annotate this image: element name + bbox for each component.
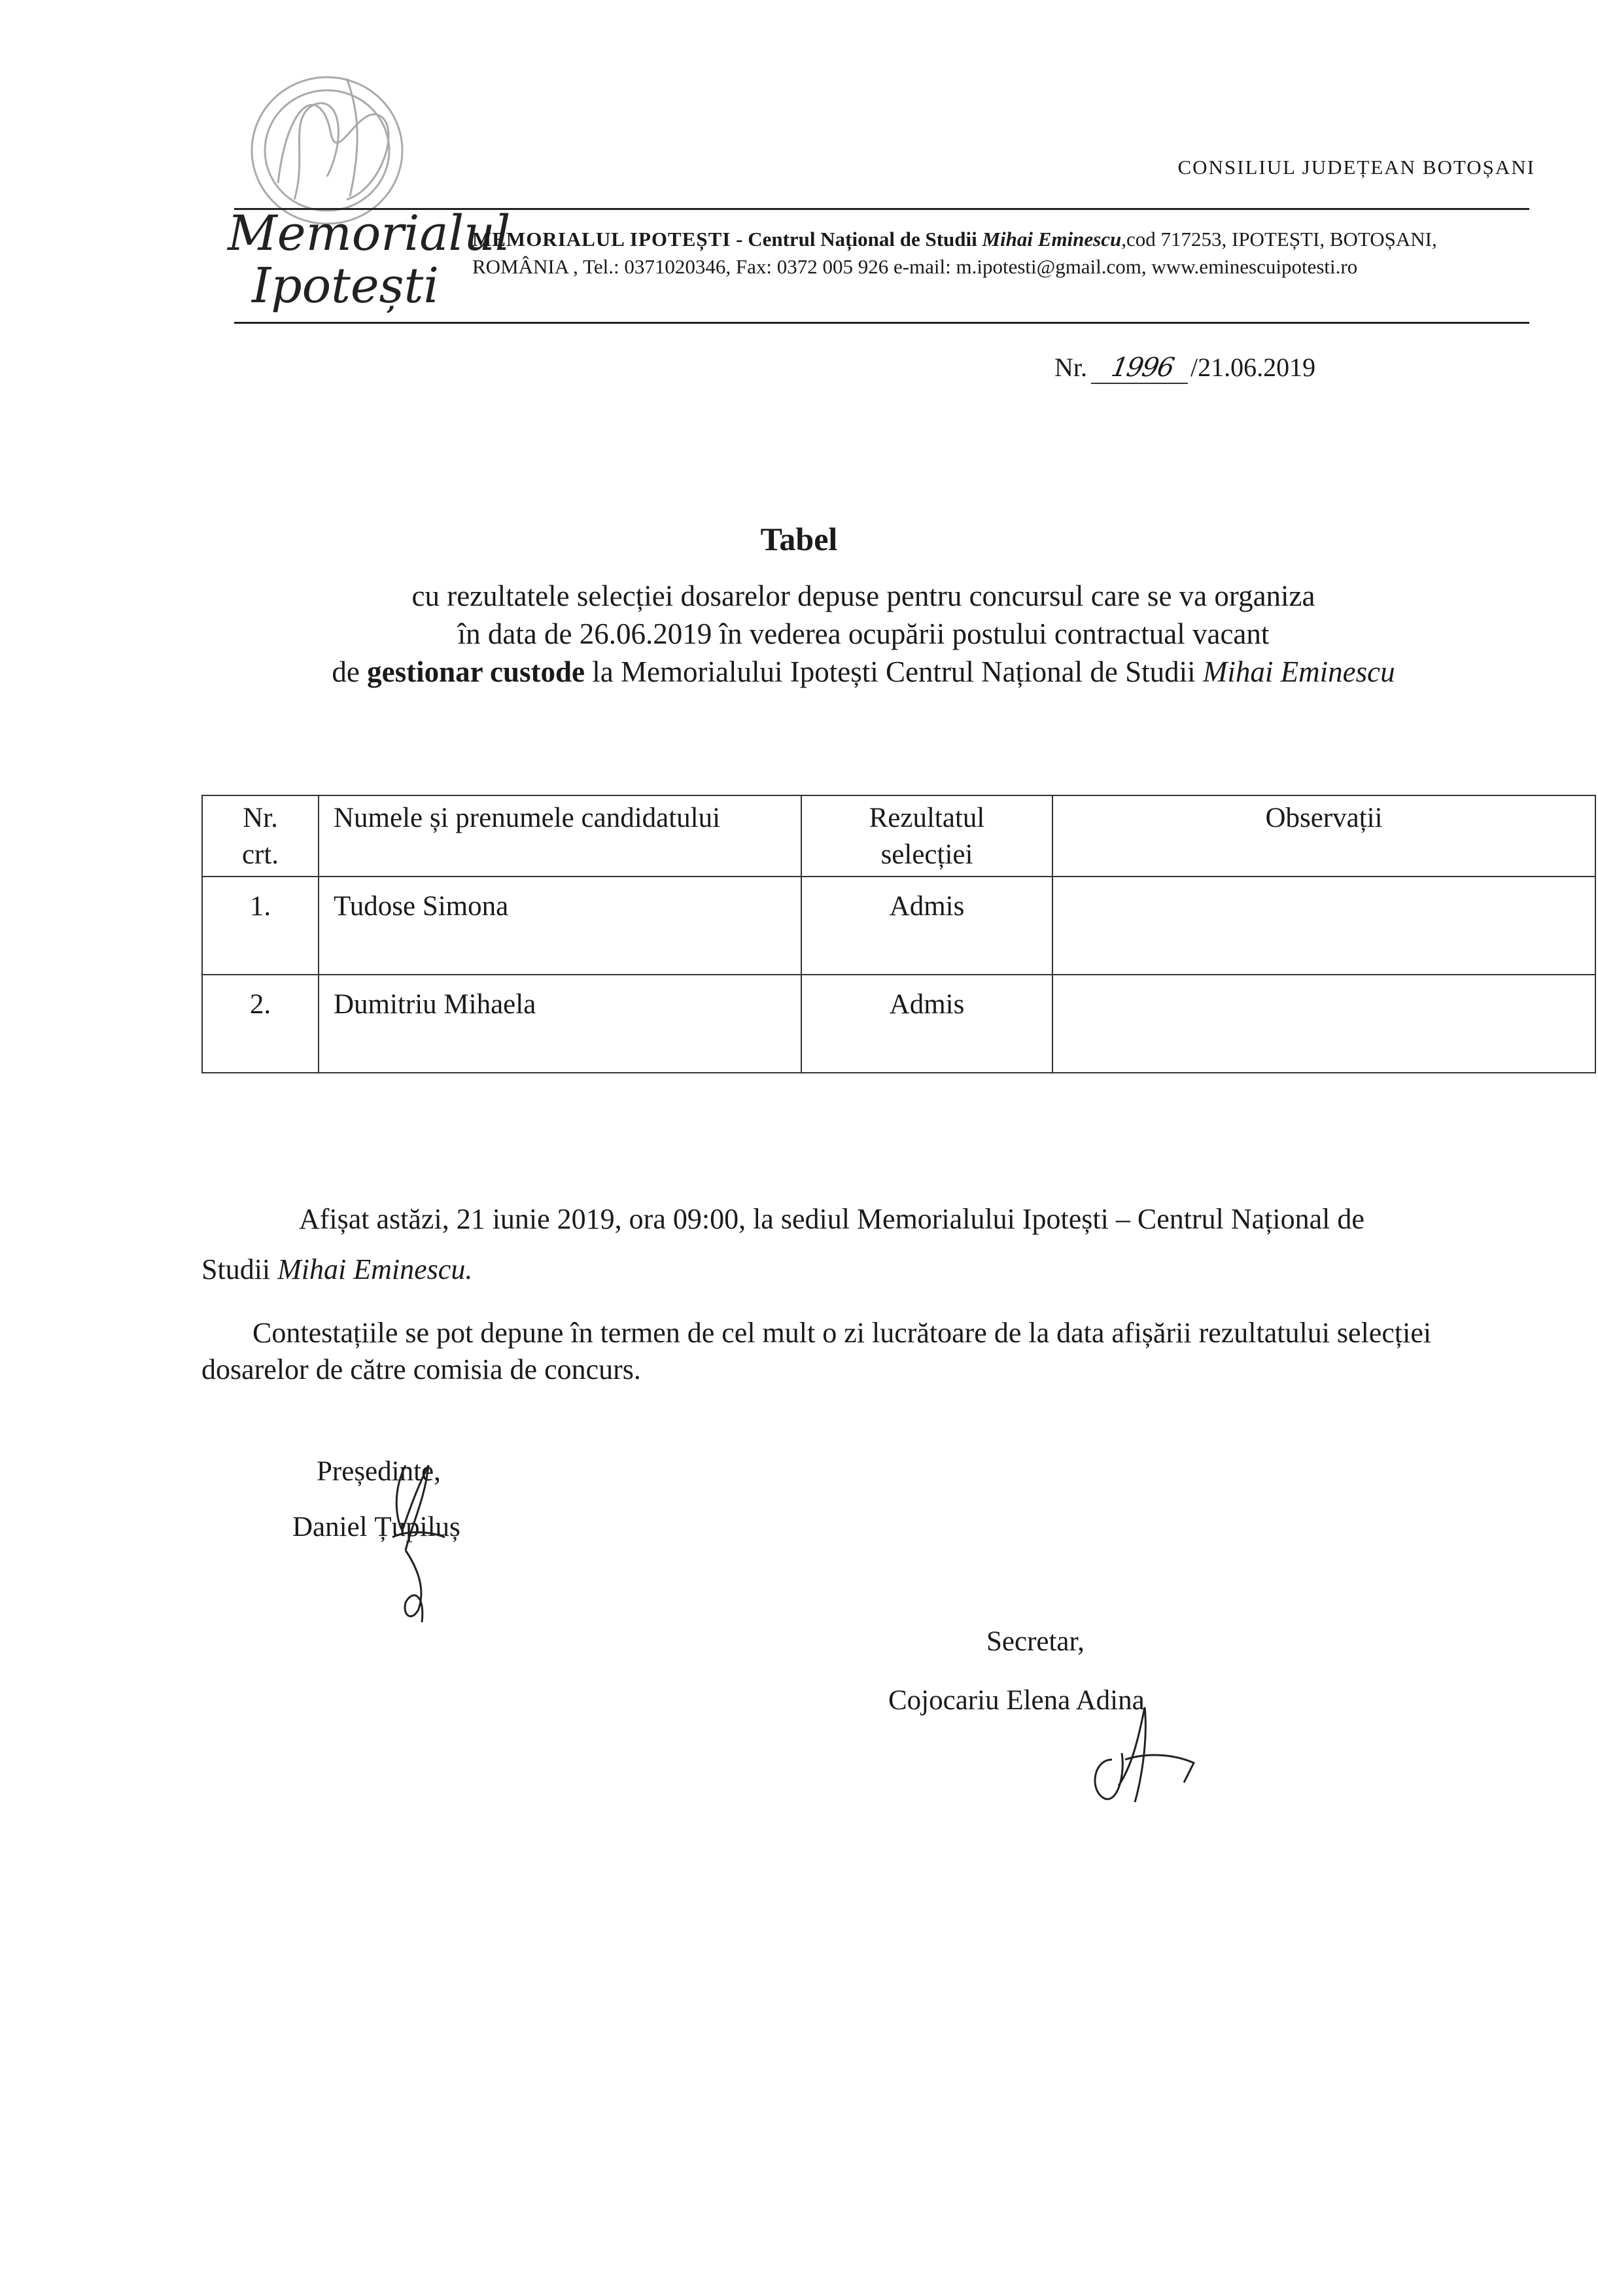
header-result-line1: Rezultatul xyxy=(869,803,985,833)
row-name xyxy=(319,975,801,1073)
header-name xyxy=(319,795,801,877)
secretary-title: Secretar, xyxy=(986,1626,1085,1657)
header-result-line2: selecției xyxy=(880,839,973,870)
institution-contact xyxy=(472,226,1532,281)
intro-line-1: cu rezultatele selecției dosarelor depuse pentru concursul care se va organiza xyxy=(411,580,1315,612)
row-nr: 2. xyxy=(202,975,319,1073)
registration-number xyxy=(1054,352,1315,384)
registration-prefix: Nr. xyxy=(1054,353,1094,382)
intro-line-2: în data de 26.06.2019 în vederea ocupării postului contractual vacant xyxy=(457,617,1270,650)
row-notes xyxy=(1052,975,1595,1073)
institution-name: MEMORIALUL IPOTEȘTI xyxy=(472,228,731,251)
table-row xyxy=(202,975,1595,1073)
president-signature xyxy=(366,1439,471,1648)
intro-line-3-pre: de xyxy=(332,655,368,688)
notice-line-2-italic: Mihai Eminescu. xyxy=(277,1253,473,1285)
header-name-label: Numele și prenumele candidatului xyxy=(334,803,721,833)
document-title: Tabel xyxy=(760,521,838,557)
registration-handwritten-number: 1996 xyxy=(1091,353,1193,384)
document-intro xyxy=(177,577,1550,691)
registration-date: /21.06.2019 xyxy=(1190,353,1316,382)
secretary-name: Cojocariu Elena Adina xyxy=(888,1685,1145,1716)
logo-text-line1: Memorialul xyxy=(228,205,511,262)
header-nr xyxy=(202,795,319,877)
president-title: Președinte, xyxy=(317,1456,441,1487)
candidate-name: Tudose Simona xyxy=(334,891,509,922)
institution-dash: - xyxy=(731,228,748,251)
table-row xyxy=(202,877,1595,975)
header-notes: Observații xyxy=(1052,795,1595,877)
header-rule-bottom xyxy=(234,322,1529,324)
row-result: Admis xyxy=(801,975,1052,1073)
header-result xyxy=(801,795,1052,877)
secretary-signature xyxy=(1073,1688,1204,1818)
institution-center: Centrul Național de Studii xyxy=(748,228,982,251)
intro-line-3-italic: Mihai Eminescu xyxy=(1202,655,1395,688)
row-nr: 1. xyxy=(202,877,319,975)
logo-emblem-icon xyxy=(216,59,511,314)
header-nr-line1: Nr. xyxy=(243,803,278,833)
intro-line-3 xyxy=(177,653,1550,691)
header-rule-top xyxy=(234,208,1529,210)
institution-center-italic: Mihai Eminescu xyxy=(982,228,1122,251)
results-table xyxy=(201,795,1596,1073)
row-name xyxy=(319,877,801,975)
intro-line-3-mid: la Memorialului Ipotești Centrul Național de Studii xyxy=(585,655,1203,688)
header-nr-line2: crt. xyxy=(241,839,279,870)
row-result: Admis xyxy=(801,877,1052,975)
row-notes xyxy=(1052,877,1595,975)
notice-line-2 xyxy=(201,1253,472,1286)
table-header-row xyxy=(202,795,1595,877)
candidate-name: Dumitriu Mihaela xyxy=(334,989,536,1020)
logo-text-line2: Ipotești xyxy=(252,258,440,314)
institution-logo xyxy=(216,59,511,314)
appeal-notice: Contestațiile se pot depune în termen de cel mult o zi lucrătoare de la data afișării rezultatului selecției dosarelor de către comisia de concurs. xyxy=(201,1317,1432,1385)
president-name: Daniel Țupiluș xyxy=(292,1512,460,1542)
council-name: CONSILIUL JUDEȚEAN BOTOȘANI xyxy=(1177,156,1535,179)
institution-address: ,cod 717253, IPOTEȘTI, BOTOȘANI, ROMÂNIA , Tel.: 0371020346, Fax: 0372 005 926 e-mail: m.ipotesti@gmail.com, www.eminescuipotesti.ro xyxy=(472,228,1437,278)
position-name: gestionar custode xyxy=(367,655,585,688)
notice-line-2-pre: Studii xyxy=(201,1253,278,1285)
notice-line-1: Afișat astăzi, 21 iunie 2019, ora 09:00, la sediul Memorialului Ipotești – Centrul Național de xyxy=(299,1203,1364,1235)
